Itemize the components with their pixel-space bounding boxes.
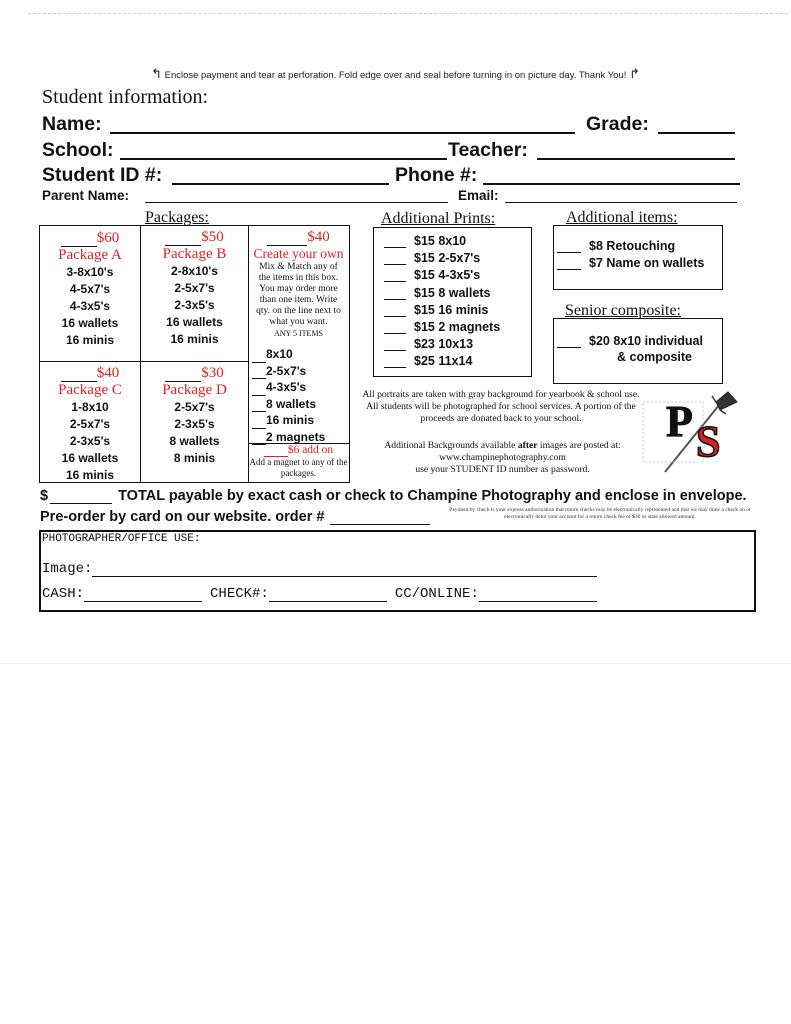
total-text: TOTAL payable by exact cash or check to Champine Photography and enclose in envelope. bbox=[118, 488, 747, 504]
teacher-label: Teacher: bbox=[448, 139, 528, 161]
payment-row bbox=[42, 586, 597, 602]
package-b-name: Package B bbox=[162, 246, 227, 262]
package-custom-name: Create your own bbox=[253, 246, 344, 261]
package-b-item: 2-3x5's bbox=[174, 298, 215, 312]
package-d-item: 2-5x7's bbox=[174, 400, 215, 414]
parent-name-field[interactable] bbox=[145, 202, 448, 203]
senior-composite-line2: & composite bbox=[617, 350, 693, 364]
cash-field[interactable] bbox=[84, 601, 202, 602]
total-dollar: $ bbox=[40, 488, 49, 504]
additional-item[interactable]: $7 Name on wallets bbox=[557, 256, 704, 273]
package-b-item: 2-5x7's bbox=[174, 281, 215, 295]
package-b-item: 16 minis bbox=[170, 332, 219, 346]
email-label: Email: bbox=[458, 188, 499, 203]
package-a-name: Package A bbox=[58, 247, 122, 263]
senior-composite-title: Senior composite: bbox=[565, 302, 681, 319]
magnet-addon-text: Add a magnet to any of the packages. bbox=[249, 457, 348, 478]
school-field[interactable] bbox=[120, 158, 447, 160]
custom-item[interactable]: 4-3x5's bbox=[252, 379, 348, 396]
package-c-item: 16 wallets bbox=[61, 451, 119, 465]
package-d[interactable] bbox=[141, 365, 248, 467]
additional-print-item[interactable]: $15 16 minis bbox=[384, 303, 500, 320]
check-field[interactable] bbox=[269, 601, 387, 602]
package-c-item: 2-5x7's bbox=[69, 417, 111, 431]
image-label: Image: bbox=[42, 561, 93, 577]
package-c-name: Package C bbox=[58, 382, 122, 398]
senior-composite-line1: $20 8x10 individual bbox=[589, 334, 703, 348]
additional-prints-title: Additional Prints: bbox=[381, 210, 496, 227]
logo-letter-s: S bbox=[696, 417, 721, 466]
custom-item[interactable]: 8x10 bbox=[252, 346, 348, 363]
package-custom-description: Mix & Match any of the items in this box. You may order more than one item. Write qty. on the line next to what you want. bbox=[256, 262, 341, 327]
student-id-field[interactable] bbox=[172, 183, 389, 185]
additional-print-item[interactable]: $15 2-5x7's bbox=[384, 251, 500, 268]
curved-arrow-right-icon: ↱ bbox=[629, 66, 640, 81]
package-a-item: 4-3x5's bbox=[69, 299, 111, 313]
name-label: Name: bbox=[42, 113, 102, 135]
backgrounds-note: Additional Backgrounds available after images are posted at: bbox=[384, 440, 621, 451]
additional-print-item[interactable]: $15 8 wallets bbox=[384, 286, 500, 303]
student-id-label: Student ID #: bbox=[42, 164, 163, 186]
grade-label: Grade: bbox=[586, 113, 649, 135]
package-a-price: $60 bbox=[96, 230, 120, 246]
logo-letter-p: P bbox=[666, 397, 693, 446]
additional-print-item[interactable]: $15 2 magnets bbox=[384, 320, 500, 337]
phone-label: Phone #: bbox=[395, 164, 478, 186]
curved-arrow-left-icon: ↰ bbox=[151, 66, 162, 81]
cc-label: CC/ONLINE: bbox=[394, 586, 479, 602]
additional-items-list bbox=[557, 239, 704, 273]
cc-field[interactable] bbox=[479, 601, 597, 602]
additional-item[interactable]: $8 Retouching bbox=[557, 239, 704, 256]
package-c-item: 16 minis bbox=[65, 468, 115, 482]
school-logo bbox=[640, 388, 740, 476]
additional-items-title: Additional items: bbox=[566, 209, 678, 226]
password-note: use your STUDENT ID number as password. bbox=[415, 464, 590, 475]
package-b-item: 2-8x10's bbox=[171, 264, 218, 278]
page-fold bbox=[0, 663, 791, 664]
senior-composite-qty-line[interactable] bbox=[557, 347, 581, 348]
teacher-field[interactable] bbox=[537, 158, 735, 160]
packages-divider-3 bbox=[39, 361, 249, 362]
email-field[interactable] bbox=[505, 202, 737, 203]
instruction-text: Enclose payment and tear at perforation. Fold edge over and seal before turning in on picture day. Thank You! bbox=[164, 70, 627, 81]
website-text: www.champinephotography.com bbox=[439, 452, 566, 463]
package-a-item: 3-8x10's bbox=[66, 265, 114, 279]
custom-item[interactable]: 8 wallets bbox=[252, 396, 348, 413]
package-a-item: 16 minis bbox=[65, 333, 115, 347]
package-c-item: 2-3x5's bbox=[69, 434, 111, 448]
preorder-text: Pre-order by card on our website. order # bbox=[40, 509, 325, 525]
image-row bbox=[42, 561, 597, 577]
package-b[interactable] bbox=[141, 229, 248, 348]
parent-name-label: Parent Name: bbox=[42, 188, 130, 203]
preorder-line bbox=[40, 509, 430, 525]
package-d-name: Package D bbox=[162, 382, 227, 398]
package-a[interactable] bbox=[40, 230, 140, 349]
package-c-item: 1-8x10 bbox=[71, 400, 109, 414]
package-d-price: $30 bbox=[201, 365, 224, 381]
additional-print-item[interactable]: $15 4-3x5's bbox=[384, 268, 500, 285]
package-b-price: $50 bbox=[201, 229, 224, 245]
total-amount-field[interactable] bbox=[50, 503, 112, 504]
additional-print-item[interactable]: $23 10x13 bbox=[384, 337, 500, 354]
package-d-item: 8 wallets bbox=[169, 434, 220, 448]
additional-print-item[interactable]: $25 11x14 bbox=[384, 354, 500, 371]
package-custom[interactable] bbox=[249, 229, 348, 339]
additional-print-item[interactable]: $15 8x10 bbox=[384, 234, 500, 251]
package-a-item: 4-5x7's bbox=[69, 282, 111, 296]
grade-field[interactable] bbox=[658, 132, 735, 134]
order-number-field[interactable] bbox=[330, 524, 430, 525]
package-c[interactable] bbox=[40, 365, 140, 484]
student-info-heading: Student information: bbox=[42, 86, 209, 108]
packages-title: Packages: bbox=[145, 209, 209, 226]
perforation-line bbox=[28, 13, 788, 14]
office-use-title: PHOTOGRAPHER/OFFICE USE: bbox=[42, 533, 201, 545]
package-d-item: 8 minis bbox=[173, 451, 216, 465]
custom-items-list bbox=[252, 346, 348, 445]
package-b-item: 16 wallets bbox=[166, 315, 223, 329]
senior-composite-item[interactable] bbox=[557, 334, 703, 364]
package-d-item: 2-3x5's bbox=[174, 417, 215, 431]
custom-item[interactable]: 16 minis bbox=[252, 412, 348, 429]
custom-item[interactable]: 2-5x7's bbox=[252, 363, 348, 380]
total-line bbox=[40, 488, 747, 504]
instruction-line bbox=[0, 66, 791, 82]
custom-item[interactable]: 2 magnets bbox=[252, 429, 348, 446]
phone-field[interactable] bbox=[483, 183, 740, 185]
additional-prints-list bbox=[384, 234, 500, 372]
cash-label: CASH: bbox=[42, 586, 85, 602]
check-label: CHECK#: bbox=[210, 586, 269, 602]
package-c-price: $40 bbox=[96, 365, 120, 381]
package-custom-price: $40 bbox=[307, 229, 330, 245]
package-a-item: 16 wallets bbox=[61, 316, 119, 330]
image-field[interactable] bbox=[92, 576, 597, 577]
magnet-addon[interactable] bbox=[249, 444, 348, 479]
package-custom-limit: ANY 5 ITEMS bbox=[273, 329, 324, 338]
school-label: School: bbox=[42, 139, 114, 161]
name-field[interactable] bbox=[110, 132, 575, 134]
check-fine-print: Payment by check is your express authorization that return checks may be electronically represented and that we may draw a check on or electronically debit your account for a return check fee of $30 or state allowed amount. bbox=[449, 507, 751, 520]
portraits-note: All portraits are taken with gray background for yearbook & school use. All students will be photographed for school services. A portion of the proceeds are donated back to your school. bbox=[362, 389, 640, 424]
magnet-addon-price: $6 add on bbox=[287, 444, 334, 456]
